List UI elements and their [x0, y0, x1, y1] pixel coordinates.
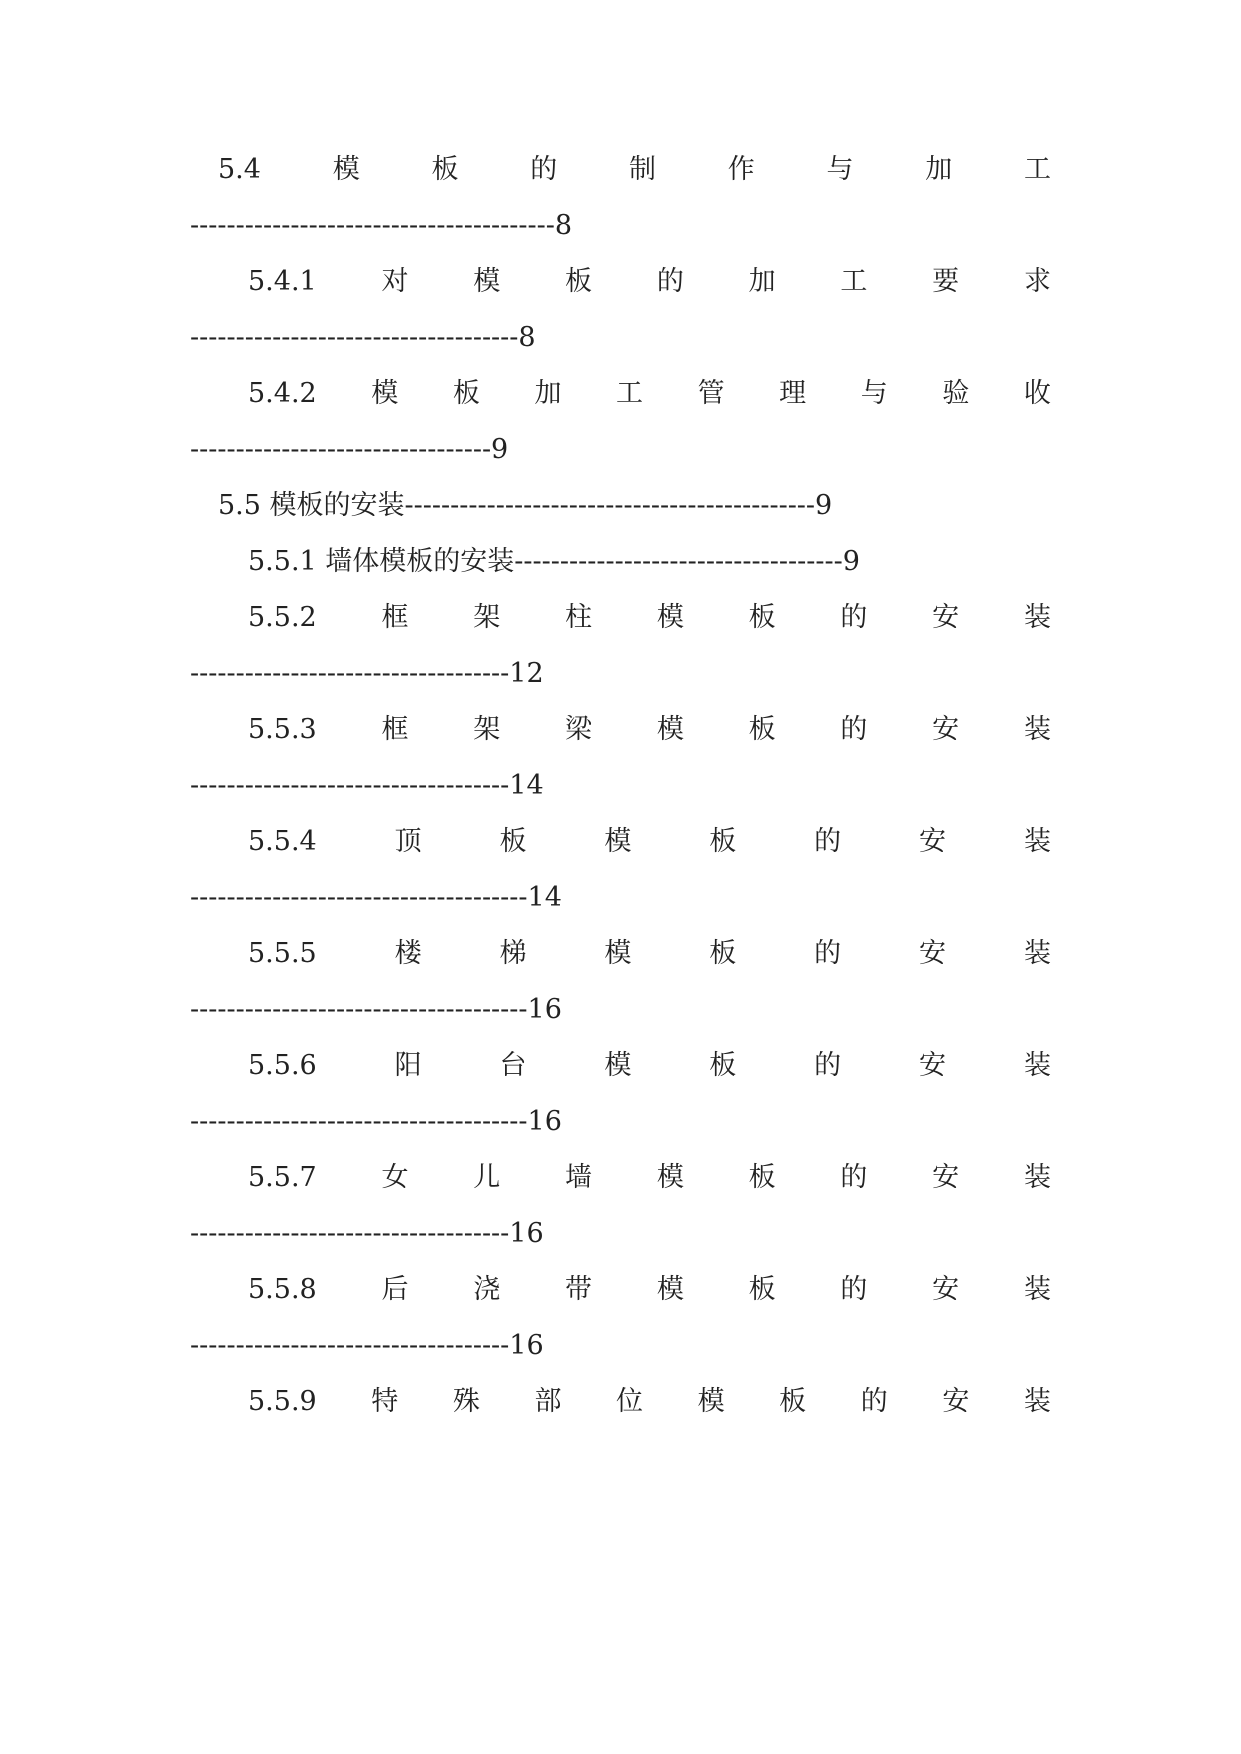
toc-entry-char: 安 — [932, 1162, 960, 1193]
toc-entry-char: 工 — [616, 378, 644, 409]
toc-entry-char: 装 — [1023, 826, 1051, 857]
toc-entry-char: 模 — [604, 1050, 632, 1081]
toc-entry[interactable] — [248, 710, 1051, 750]
toc-entry[interactable] — [248, 598, 1051, 638]
toc-entry-char: 验 — [942, 378, 970, 409]
toc-entry-char: 架 — [473, 602, 501, 633]
toc-entry-number: 5.5.7 — [248, 1162, 317, 1193]
toc-entry-char: 模 — [656, 602, 684, 633]
toc-entry-char: 模 — [697, 1386, 725, 1417]
toc-entry-char: 儿 — [473, 1162, 501, 1193]
toc-entry-char: 的 — [840, 602, 868, 633]
toc-entry[interactable] — [248, 822, 1051, 862]
toc-entry-number: 5.5.3 — [248, 714, 317, 745]
toc-entry[interactable] — [248, 934, 1051, 974]
toc-entry-char: 板 — [748, 1274, 776, 1305]
toc-entry-char: 安 — [932, 1274, 960, 1305]
toc-entry[interactable] — [248, 1046, 1051, 1086]
toc-entry[interactable] — [218, 150, 1051, 190]
toc-entry-char: 装 — [1023, 714, 1051, 745]
toc-entry-char: 板 — [709, 938, 737, 969]
toc-entry-char: 作 — [727, 154, 755, 185]
toc-entry-char: 梯 — [499, 938, 527, 969]
toc-leader-page: -------------------------------------16 — [190, 1106, 562, 1137]
toc-entry-char: 安 — [919, 826, 947, 857]
toc-entry-char: 装 — [1023, 1162, 1051, 1193]
toc-entry-char: 板 — [431, 154, 459, 185]
toc-leader-page: -------------------------------------14 — [190, 882, 562, 913]
toc-entry-char: 安 — [932, 714, 960, 745]
toc-entry-char: 模 — [604, 826, 632, 857]
toc-entry-char: 板 — [709, 826, 737, 857]
toc-entry-char: 安 — [932, 602, 960, 633]
toc-entry-char: 板 — [499, 826, 527, 857]
toc-entry-char: 对 — [381, 266, 409, 297]
toc-entry-char: 的 — [656, 266, 684, 297]
toc-entry-char: 装 — [1023, 1274, 1051, 1305]
toc-entry-char: 板 — [452, 378, 480, 409]
toc-entry-char: 墙 — [565, 1162, 593, 1193]
toc-entry[interactable] — [248, 1158, 1051, 1198]
toc-entry-number: 5.5.6 — [248, 1050, 317, 1081]
toc-entry[interactable] — [248, 374, 1051, 414]
toc-entry-char: 装 — [1023, 602, 1051, 633]
toc-entry-char: 台 — [499, 1050, 527, 1081]
toc-entry-number: 5.5.5 — [248, 938, 317, 969]
toc-entry[interactable] — [248, 262, 1051, 302]
toc-leader-page: -----------------------------------16 — [190, 1330, 544, 1361]
toc-entry-char: 板 — [748, 1162, 776, 1193]
toc-entry-char: 特 — [371, 1386, 399, 1417]
toc-leader-page: ----------------------------------------8 — [190, 210, 573, 241]
toc-entry-char: 的 — [530, 154, 558, 185]
toc-entry-char: 顶 — [394, 826, 422, 857]
toc-entry-char: 殊 — [452, 1386, 480, 1417]
toc-entry-char: 板 — [748, 714, 776, 745]
toc-leader-page: -----------------------------------14 — [190, 770, 544, 801]
toc-entry-char: 架 — [473, 714, 501, 745]
toc-entry-char: 模 — [332, 154, 360, 185]
toc-entry[interactable] — [248, 1382, 1051, 1422]
toc-entry-char: 板 — [748, 602, 776, 633]
toc-entry[interactable]: 5.5 模板的安装---------------------------------------------9 — [218, 490, 833, 521]
toc-entry-char: 工 — [1023, 154, 1051, 185]
toc-entry-char: 梁 — [565, 714, 593, 745]
toc-entry-char: 与 — [860, 378, 888, 409]
toc-entry-char: 模 — [473, 266, 501, 297]
toc-entry-char: 的 — [840, 1274, 868, 1305]
toc-entry-char: 模 — [656, 714, 684, 745]
toc-entry-char: 工 — [840, 266, 868, 297]
toc-entry-char: 装 — [1023, 1386, 1051, 1417]
toc-entry-char: 安 — [919, 1050, 947, 1081]
toc-entry-number: 5.5.8 — [248, 1274, 317, 1305]
toc-entry-char: 框 — [381, 714, 409, 745]
toc-entry-char: 女 — [381, 1162, 409, 1193]
toc-entry-char: 模 — [371, 378, 399, 409]
toc-entry-number: 5.4.1 — [248, 266, 317, 297]
toc-leader-page: ------------------------------------8 — [190, 322, 536, 353]
toc-entry-char: 加 — [534, 378, 562, 409]
toc-entry[interactable]: 5.5.1 墙体模板的安装------------------------------------9 — [248, 546, 860, 577]
toc-entry-char: 模 — [656, 1162, 684, 1193]
toc-entry-char: 安 — [919, 938, 947, 969]
toc-entry-char: 位 — [616, 1386, 644, 1417]
toc-leader-page: -------------------------------------16 — [190, 994, 562, 1025]
toc-entry-char: 模 — [604, 938, 632, 969]
toc-entry-char: 的 — [840, 714, 868, 745]
toc-entry-char: 框 — [381, 602, 409, 633]
toc-entry-number: 5.5.9 — [248, 1386, 317, 1417]
toc-entry-char: 管 — [697, 378, 725, 409]
toc-entry-char: 板 — [565, 266, 593, 297]
toc-entry-char: 与 — [826, 154, 854, 185]
toc-entry-char: 装 — [1023, 1050, 1051, 1081]
toc-entry-char: 楼 — [394, 938, 422, 969]
toc-leader-page: -----------------------------------16 — [190, 1218, 544, 1249]
toc-entry-char: 的 — [814, 938, 842, 969]
toc-entry-char: 板 — [779, 1386, 807, 1417]
toc-entry-char: 板 — [709, 1050, 737, 1081]
toc-entry-number: 5.4 — [218, 154, 261, 185]
toc-entry-char: 装 — [1023, 938, 1051, 969]
toc-leader-page: -----------------------------------12 — [190, 658, 544, 689]
toc-entry-char: 要 — [932, 266, 960, 297]
toc-entry-char: 理 — [779, 378, 807, 409]
toc-entry-char: 的 — [860, 1386, 888, 1417]
toc-entry-char: 浇 — [473, 1274, 501, 1305]
toc-entry-char: 加 — [748, 266, 776, 297]
toc-entry-char: 阳 — [394, 1050, 422, 1081]
toc-entry-number: 5.5.2 — [248, 602, 317, 633]
toc-entry-char: 的 — [814, 1050, 842, 1081]
toc-entry-char: 后 — [381, 1274, 409, 1305]
toc-entry-char: 制 — [628, 154, 656, 185]
toc-leader-page: ---------------------------------9 — [190, 434, 509, 465]
toc-entry-char: 的 — [840, 1162, 868, 1193]
toc-entry-char: 的 — [814, 826, 842, 857]
toc-entry-char: 加 — [925, 154, 953, 185]
toc-entry-char: 求 — [1023, 266, 1051, 297]
toc-entry-number: 5.5.4 — [248, 826, 317, 857]
toc-entry-char: 带 — [565, 1274, 593, 1305]
toc-entry-char: 收 — [1023, 378, 1051, 409]
toc-entry[interactable] — [248, 1270, 1051, 1310]
toc-entry-number: 5.4.2 — [248, 378, 317, 409]
toc-entry-char: 安 — [942, 1386, 970, 1417]
toc-entry-char: 柱 — [565, 602, 593, 633]
toc-entry-char: 模 — [656, 1274, 684, 1305]
toc-entry-char: 部 — [534, 1386, 562, 1417]
